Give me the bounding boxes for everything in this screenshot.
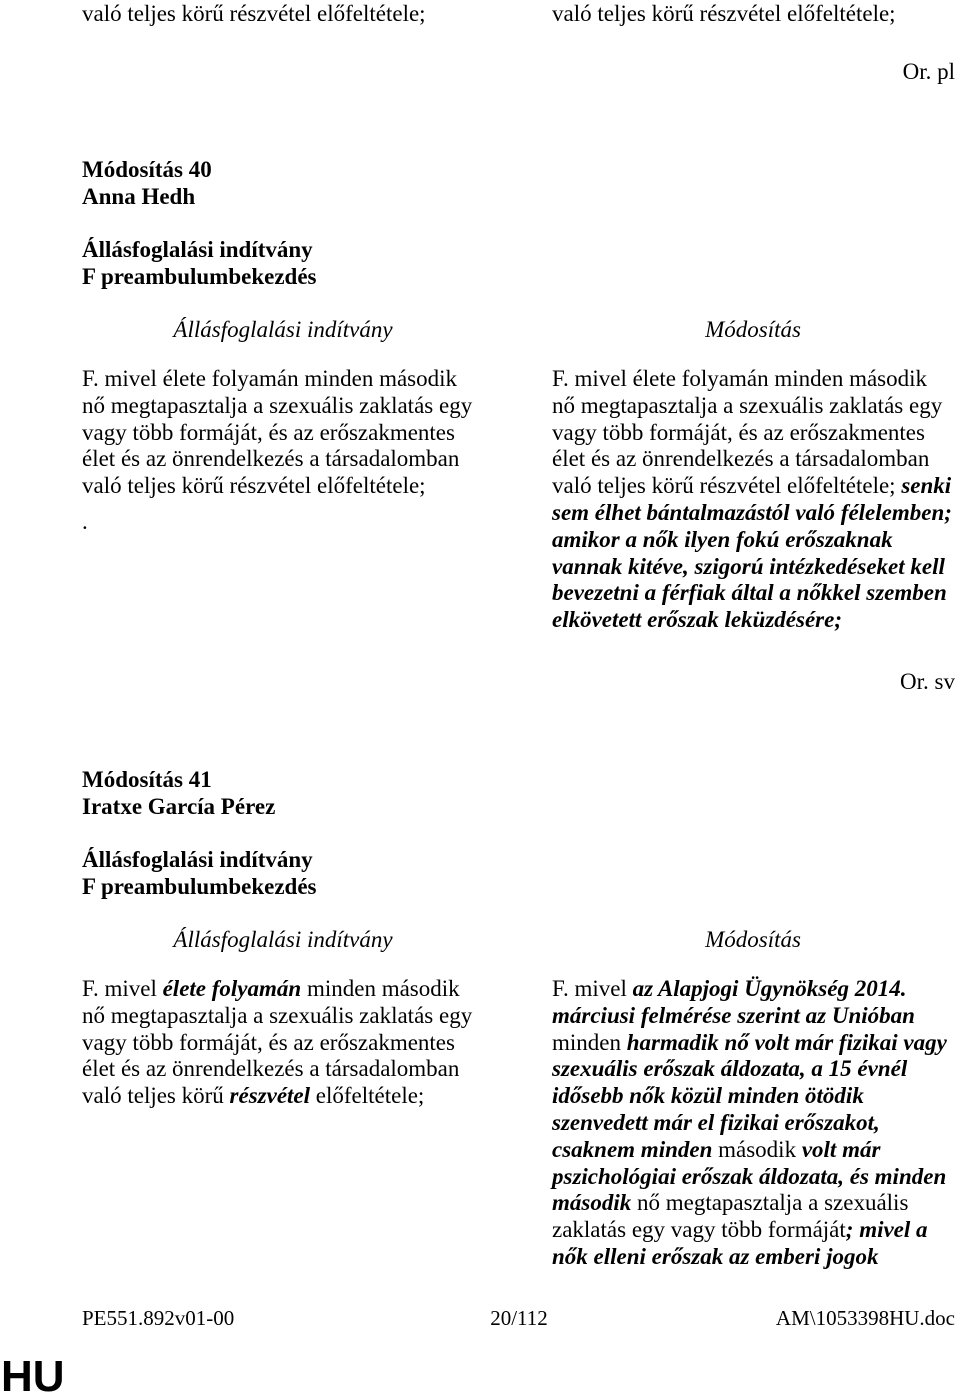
text-line bbox=[552, 1083, 955, 1110]
inserted-text: szexuális erőszak áldozata, a 15 évnél bbox=[552, 1056, 908, 1082]
inserted-text: szenvedett már el fizikai erőszakot, bbox=[552, 1109, 880, 1135]
amended-text-column bbox=[552, 976, 955, 1271]
text-line bbox=[552, 554, 955, 581]
unchanged-text: való teljes körű bbox=[82, 1083, 230, 1109]
text-line bbox=[82, 1056, 485, 1083]
text-line bbox=[82, 393, 485, 420]
unchanged-text: F. mivel bbox=[82, 976, 163, 1001]
unchanged-text: nő megtapasztalja a szexuális zaklatás egy bbox=[552, 392, 943, 418]
amendment-41 bbox=[0, 766, 960, 1276]
deleted-text: élete folyamán bbox=[162, 976, 302, 1001]
text-line bbox=[82, 1083, 485, 1110]
amendment-number: Módosítás 40 bbox=[82, 157, 212, 182]
unchanged-text: nő megtapasztalja a szexuális zaklatás egy bbox=[82, 1002, 473, 1028]
unchanged-text: F. mivel élete folyamán minden második bbox=[82, 366, 458, 391]
text-line bbox=[82, 446, 485, 473]
text-line bbox=[552, 607, 955, 634]
previous-original-language: Or. pl bbox=[902, 59, 955, 84]
previous-amended-text-end: való teljes körű részvétel előfeltétele; bbox=[552, 1, 896, 26]
text-line bbox=[552, 1190, 955, 1217]
inserted-text: az Alapjogi Ügynökség 2014. bbox=[632, 976, 907, 1001]
text-line bbox=[552, 473, 955, 500]
unchanged-text: nő megtapasztalja a szexuális zaklatás egy bbox=[82, 392, 473, 418]
inserted-text: senki bbox=[901, 473, 952, 499]
text-line bbox=[82, 976, 485, 1003]
text-line bbox=[552, 580, 955, 607]
unchanged-text: vagy több formáját, és az erőszakmentes bbox=[82, 419, 455, 445]
section-label: F preambulumbekezdés bbox=[82, 874, 317, 899]
amended-text-column bbox=[552, 366, 955, 634]
amendment-author: Iratxe García Pérez bbox=[82, 794, 276, 819]
text-line bbox=[82, 366, 485, 393]
text-line bbox=[552, 527, 955, 554]
document-label: Állásfoglalási indítvány bbox=[82, 847, 313, 872]
deleted-text: részvétel bbox=[229, 1083, 311, 1109]
amendment-number: Módosítás 41 bbox=[82, 767, 212, 792]
unchanged-text: . bbox=[82, 508, 88, 534]
inserted-text: harmadik nő volt már fizikai vagy bbox=[626, 1029, 947, 1055]
document-reference: PE551.892v01-00 bbox=[82, 1306, 235, 1330]
original-language: Or. sv bbox=[900, 669, 955, 694]
inserted-text: pszichológiai erőszak áldozata, és minden bbox=[552, 1163, 947, 1189]
unchanged-text: nő megtapasztalja a szexuális bbox=[631, 1190, 909, 1216]
text-line bbox=[82, 509, 485, 536]
section-label: F preambulumbekezdés bbox=[82, 264, 317, 289]
inserted-text: márciusi felmérése szerint az Unióban bbox=[552, 1002, 915, 1028]
unchanged-text: élet és az önrendelkezés a társadalomban bbox=[552, 446, 930, 472]
amended-column-header: Módosítás bbox=[705, 927, 801, 952]
unchanged-text: előfeltétele; bbox=[310, 1083, 425, 1109]
original-text-column bbox=[82, 366, 485, 536]
page-number: 20/112 bbox=[490, 1306, 548, 1330]
previous-original-text-end: való teljes körű részvétel előfeltétele; bbox=[82, 1, 426, 26]
text-line bbox=[552, 446, 955, 473]
unchanged-text: vagy több formáját, és az erőszakmentes bbox=[82, 1029, 455, 1055]
amendment-40 bbox=[0, 156, 960, 696]
unchanged-text: élet és az önrendelkezés a társadalomban bbox=[82, 446, 460, 472]
unchanged-text: F. mivel bbox=[552, 976, 633, 1001]
unchanged-text: való teljes körű részvétel előfeltétele; bbox=[552, 473, 902, 499]
inserted-text: amikor a nők ilyen fokú erőszaknak bbox=[552, 526, 893, 552]
text-line bbox=[552, 1164, 955, 1191]
unchanged-text: minden második bbox=[301, 976, 460, 1001]
text-line bbox=[552, 393, 955, 420]
inserted-text: ; mivel a bbox=[845, 1217, 928, 1243]
language-badge: HU bbox=[1, 1356, 65, 1397]
text-line bbox=[82, 473, 485, 500]
text-line bbox=[552, 1217, 955, 1244]
text-line bbox=[82, 420, 485, 447]
unchanged-text: vagy több formáját, és az erőszakmentes bbox=[552, 419, 925, 445]
inserted-text: bevezetni a férfiak által a nőkkel szemben bbox=[552, 580, 947, 606]
text-line bbox=[552, 420, 955, 447]
amendment-author: Anna Hedh bbox=[82, 184, 196, 209]
text-line bbox=[552, 500, 955, 527]
text-line bbox=[82, 1030, 485, 1057]
inserted-text: sem élhet bántalmazástól való félelemben; bbox=[552, 499, 952, 525]
unchanged-text: élet és az önrendelkezés a társadalomban bbox=[82, 1056, 460, 1082]
inserted-text: elkövetett erőszak leküzdésére; bbox=[552, 607, 842, 633]
unchanged-text: F. mivel élete folyamán minden második bbox=[552, 366, 928, 391]
text-line bbox=[82, 1003, 485, 1030]
inserted-text: volt már bbox=[801, 1136, 881, 1162]
inserted-text: csaknem minden bbox=[552, 1136, 713, 1162]
unchanged-text: zaklatás egy vagy több formáját bbox=[552, 1217, 846, 1243]
inserted-text: vannak kitéve, szigorú intézkedéseket kell bbox=[552, 553, 945, 579]
document-label: Állásfoglalási indítvány bbox=[82, 237, 313, 262]
text-line bbox=[552, 1056, 955, 1083]
text-line bbox=[552, 1003, 955, 1030]
text-line bbox=[552, 1110, 955, 1137]
inserted-text: idősebb nők közül minden ötödik bbox=[552, 1083, 864, 1109]
amended-column-header: Módosítás bbox=[705, 317, 801, 342]
unchanged-text: minden bbox=[552, 1029, 627, 1055]
original-text-column bbox=[82, 976, 485, 1110]
inserted-text: második bbox=[552, 1190, 632, 1216]
unchanged-text: második bbox=[712, 1136, 802, 1162]
file-name: AM\1053398HU.doc bbox=[775, 1306, 955, 1330]
text-line bbox=[552, 976, 955, 1003]
original-column-header: Állásfoglalási indítvány bbox=[173, 927, 393, 952]
page-footer bbox=[0, 1306, 960, 1330]
inserted-text: nők elleni erőszak az emberi jogok bbox=[552, 1243, 879, 1269]
text-line bbox=[552, 1137, 955, 1164]
text-line bbox=[552, 1030, 955, 1057]
unchanged-text: való teljes körű részvétel előfeltétele; bbox=[82, 473, 426, 499]
text-line bbox=[552, 366, 955, 393]
text-line bbox=[552, 1244, 955, 1271]
original-column-header: Állásfoglalási indítvány bbox=[173, 317, 393, 342]
